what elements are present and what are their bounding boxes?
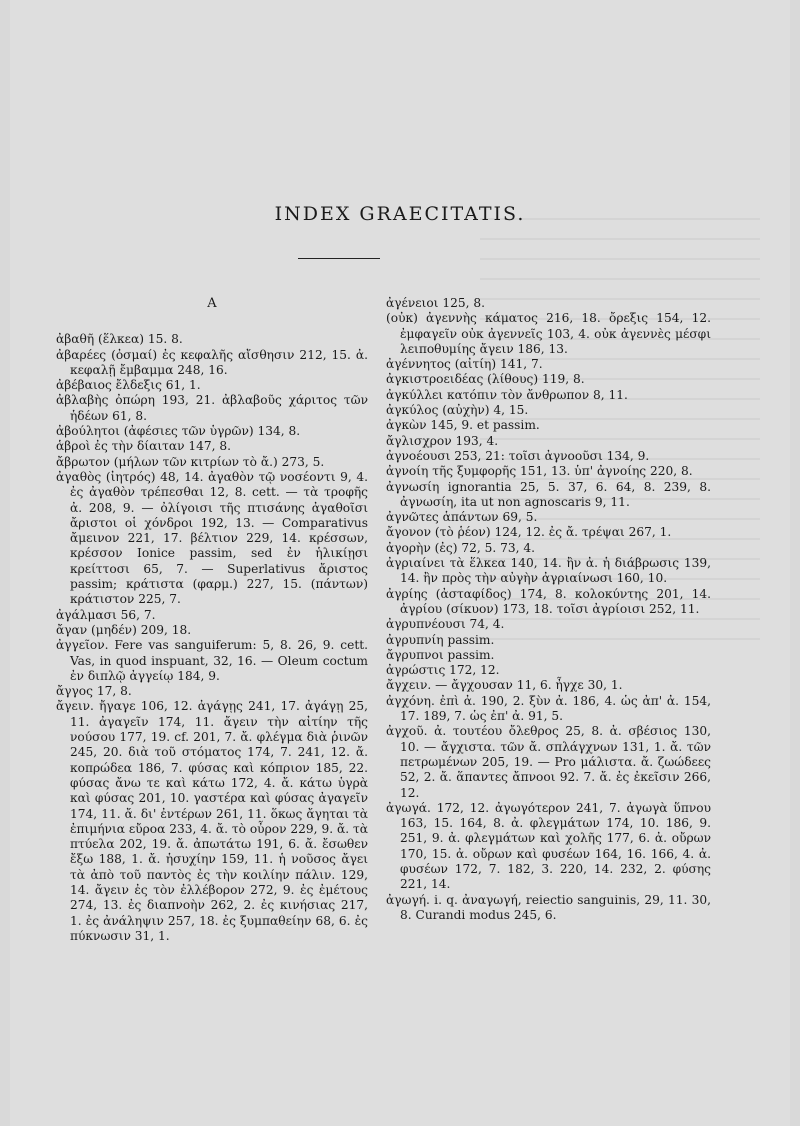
left-column <box>56 296 368 944</box>
index-entry: ἄγγος 17, 8. <box>56 684 132 699</box>
index-entry: ἀγκύλος (αὐχὴν) 4, 15. <box>386 403 529 418</box>
index-entry: ἀγέννητος (αἰτίη) 141, 7. <box>386 357 543 372</box>
index-entry: ἀγαθὸς (ἰητρός) 48, 14. ἀγαθὸν τῷ νοσέοντι 9, 4. ἐς ἀγαθὸν τρέπεσθαι 12, 8. cett. — τὰ τροφῆς ἀ. 208, 9. — ὀλίγοισι τῆς πτισάνης ἀγαθοῖσι ἄριστοι οἱ χόνδροι 192, 13. — Comparativus ἄμεινον 221, 17. βέλτιον 229, 14. κρέσσων, κρέσσον Ionice passim, sed ἐν ἡλικίῃσι κρείττοσι 65, 7. — Superlativus ἄριστος passim; κράτιστα (φαρμ.) 227, 15. (πάντων) κράτιστον 225, 7. <box>56 469 368 607</box>
index-entry: ἄβρωτον (μήλων τῶν κιτρίων τὸ ἄ.) 273, 5. <box>56 454 325 469</box>
index-entry: ἀγνωσίη ignorantia 25, 5. 37, 6. 64, 8. 239, 8. ἀγνωσίη, ita ut non agnoscaris 9, 11. <box>386 479 711 509</box>
index-entry: ἀγχοῦ. ἀ. τουτέου ὄλεθρος 25, 8. ἀ. σβέσιος 130, 10. — ἄγχιστα. τῶν ἄ. σπλάγχνων 131, 1. ἄ. τῶν πετρωμένων 205, 19. — Pro μάλιστα. ἄ. ζωώδεες 52, 2. ἄ. ἅπαντες ἄπνοοι 92. 7. ἄ. ἐς ἐκεῖσιν 266, 12. <box>386 724 711 800</box>
index-entry: ἀγνοέουσι 253, 21: τοῖσι ἀγνοοῦσι 134, 9. <box>386 448 650 463</box>
index-entry: ἀγκὼν 145, 9. et passim. <box>386 418 540 433</box>
index-entry: ἀγχόνη. ἐπὶ ἀ. 190, 2. ξὺν ἀ. 186, 4. ὡς ἀπ' ἀ. 154, 17. 189, 7. ὡς ἐπ' ἀ. 91, 5. <box>386 693 711 724</box>
index-entry: ἀγορὴν (ἐς) 72, 5. 73, 4. <box>386 540 535 555</box>
index-entry: ἀγκιστροειδέας (λίθους) 119, 8. <box>386 372 585 387</box>
index-entry: ἀβαθῆ (ἕλκεα) 15. 8. <box>56 332 183 347</box>
right-column <box>386 296 711 923</box>
index-entry: ἀγένειοι 125, 8. <box>386 296 485 310</box>
index-entry: ἄγονον (τὸ ῥέον) 124, 12. ἐς ἄ. τρέψαι 267, 1. <box>386 525 672 540</box>
index-entry: ἀβαρέες (ὀσμαί) ἐς κεφαλῆς αἴσθησιν 212, 15. ἀ. κεφαλῇ ἔμβαμμα 248, 16. <box>56 347 368 377</box>
section-letter: A <box>207 296 217 311</box>
index-entry: ἄγρυπνοι passim. <box>386 647 495 662</box>
index-entry: ἀβέβαιος ἔλδεξις 61, 1. <box>56 378 201 393</box>
index-entry: ἄγειν. ἤγαγε 106, 12. ἀγάγῃς 241, 17. ἀγάγῃ 25, 11. ἀγαγεῖν 174, 11. ἄγειν τὴν αἰτίην τῆς νούσου 177, 19. cf. 201, 7. ἄ. φλέγμα διὰ ῥινῶν 245, 20. διὰ τοῦ στόματος 174, 7. 241, 12. ἄ. κοπρώδεα 186, 7. φύσας καὶ κόπριον 185, 22. φύσας ἄνω τε καὶ κάτω 172, 4. ἄ. κάτω ὑγρὰ καὶ φύσας 201, 10. γαστέρα καὶ φύσας ἀγαγεῖν 174, 11. ἄ. δι' ἐντέρων 261, 11. ὅκως ἄγηται τὰ ἐπιμήνια εὔροα 233, 4. ἄ. τὸ οὖρον 229, 9. ἄ. τὰ πτύελα 202, 19. ἄ. ἀπωτάτω 191, 6. ἄ. ἔσωθεν ἔξω 188, 1. ἄ. ἡσυχίην 159, 11. ἡ νοῦσος ἄγει τὰ ἀπὸ τοῦ παντὸς ἐς τὴν κοιλίην πάλιν. 129, 14. ἄγειν ἐς τὸν ἐλλέβορον 272, 9. ἐς ἐμέτους 274, 13. ἐς διαπνοὴν 262, 2. ἐς κινήσιας 217, 1. ἐς ἀνάληψιν 257, 18. ἐς ξυμπαθείην 68, 6. ἐς πύκνωσιν 31, 1. <box>56 699 368 943</box>
index-entry: ἀβούλητοι (ἀφέσιες τῶν ὑγρῶν) 134, 8. <box>56 424 301 439</box>
title-rule <box>298 258 380 259</box>
index-entry: ἀγρυπνίη passim. <box>386 632 495 647</box>
index-entry: ἀγγεῖον. Fere vas sanguiferum: 5, 8. 26, 9. cett. Vas, in quod inspuant, 32, 16. — Oleum coctum ἐν διπλῷ ἀγγείῳ 184, 9. <box>56 638 368 683</box>
index-entry: ἀγνοίη τῆς ξυμφορῆς 151, 13. ὑπ' ἀγνοίης 220, 8. <box>386 464 693 479</box>
index-entry: ἀγρώστις 172, 12. <box>386 663 500 678</box>
index-entry: ἀγωγά. 172, 12. ἀγωγότερον 241, 7. ἀγωγὰ ὕπνου 163, 15. 164, 8. ἀ. φλεγμάτων 174, 10. 186, 9. 251, 9. ἀ. φλεγμάτων καὶ χολῆς 177, 6. ἀ. οὔρων 170, 15. ἀ. οὔρων καὶ φυσέων 164, 16. 166, 4. ἀ. φυσέων 172, 7. 182, 3. 220, 14. 232, 2. φύσης 221, 14. <box>386 800 711 892</box>
index-entry: ἀγάλμασι 56, 7. <box>56 607 156 622</box>
index-entry: ἀγκύλλει κατόπιν τὸν ἄνθρωπον 8, 11. <box>386 387 628 402</box>
index-entry: ἀβλαβὴς ὀπώρη 193, 21. ἀβλαβοῦς χάριτος τῶν ἡδέων 61, 8. <box>56 393 368 423</box>
index-entry: ἄγχειν. — ἄγχουσαν 11, 6. ἦγχε 30, 1. <box>386 678 623 693</box>
index-entry: ἀγρίης (ἀσταφίδος) 174, 8. κολοκύντης 201, 14. ἀγρίου (σίκυον) 173, 18. τοῖσι ἀγρίοισι 252, 11. <box>386 586 711 616</box>
index-entry: ἀγνῶτες ἁπάντων 69, 5. <box>386 510 538 525</box>
index-entry: ἄγαν (μηδέν) 209, 18. <box>56 622 192 637</box>
index-entry: ἁβροὶ ἐς τὴν δίαιταν 147, 8. <box>56 439 232 454</box>
index-entry: ἀγωγή. i. q. ἀναγωγή, reiectio sanguinis, 29, 11. 30, 8. Curandi modus 245, 6. <box>386 892 711 922</box>
index-entry: (οὐκ) ἀγεννὴς κάματος 216, 18. ὄρεξις 154, 12. ἐμφαγεῖν οὐκ ἀγεννεῖς 103, 4. οὐκ ἀγεννὲς μέσφι λειποθυμίης ἄγειν 186, 13. <box>386 311 711 356</box>
index-entry: ἀγρυπνέουσι 74, 4. <box>386 617 505 632</box>
index-entry: ἄγλισχρον 193, 4. <box>386 433 499 448</box>
page-title: INDEX GRAECITATIS. <box>274 203 526 225</box>
index-entry: ἀγριαίνει τὰ ἕλκεα 140, 14. ἢν ἀ. ἡ διάβρωσις 139, 14. ἢν πρὸς τὴν αὐγὴν ἀγριαίνωσι 160, 10. <box>386 556 711 586</box>
